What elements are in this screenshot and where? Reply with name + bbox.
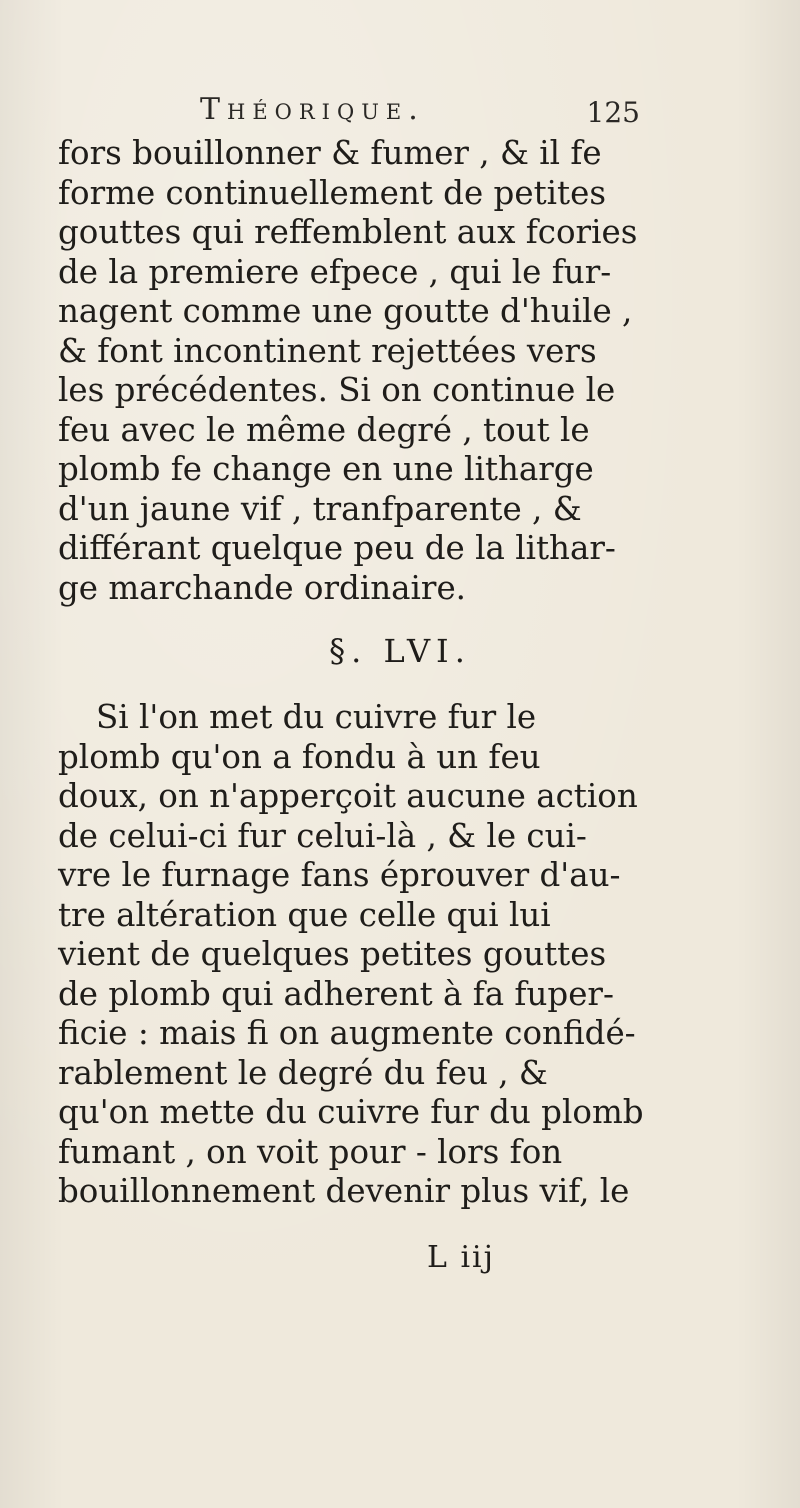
text-line: forme continuellement de petites <box>58 173 606 212</box>
text-line: vient de quelques petites gouttes <box>58 935 607 973</box>
text-line: bouillonnement devenir plus vif, le <box>58 1172 630 1210</box>
text-line: rablement le degré du feu , & <box>58 1053 548 1092</box>
text-line: plomb fe change en une litharge <box>58 450 594 488</box>
section-heading: §. LVI. <box>329 632 471 670</box>
text-line: de celui-ci fur celui-là , & le cui- <box>58 816 587 855</box>
text-line: de plomb qui adherent à fa fuper- <box>58 974 614 1013</box>
text-line: plomb qu'on a fondu à un feu <box>58 737 541 776</box>
text-line: & font incontinent rejettées vers <box>58 331 597 370</box>
text-line: doux, on n'apperçoit aucune action <box>58 777 638 815</box>
text-line: les précédentes. Si on continue le <box>58 371 616 409</box>
text-line: tre altération que celle qui lui <box>58 895 551 934</box>
text-line: vre le furnage fans éprouver d'au- <box>58 856 621 894</box>
text-line: Si l'on met du cuivre fur le <box>96 698 537 736</box>
text-line: fors bouillonner & fumer , & il fe <box>58 134 602 172</box>
text-line: ficie : mais fi on augmente confidé- <box>58 1014 636 1052</box>
running-title: Théorique. <box>200 92 425 127</box>
text-line: qu'on mette du cuivre fur du plomb <box>58 1093 644 1131</box>
text-line: gouttes qui reffemblent aux fcories <box>58 213 638 251</box>
text-line: différant quelque peu de la lithar- <box>58 529 616 567</box>
paragraph-1 <box>58 134 758 608</box>
text-line: d'un jaune vif , tranfparente , & <box>58 489 582 528</box>
text-line: de la premiere efpece , qui le fur- <box>58 252 612 291</box>
text-line: fumant , on voit pour - lors fon <box>58 1132 563 1171</box>
page-number: 125 <box>586 96 640 129</box>
signature-mark: L iij <box>427 1240 495 1275</box>
text-line: nagent comme une goutte d'huile , <box>58 292 633 330</box>
page-header <box>200 92 640 136</box>
paragraph-2 <box>58 698 758 1212</box>
text-line: feu avec le même degré , tout le <box>58 410 590 449</box>
text-line: ge marchande ordinaire. <box>58 568 467 607</box>
